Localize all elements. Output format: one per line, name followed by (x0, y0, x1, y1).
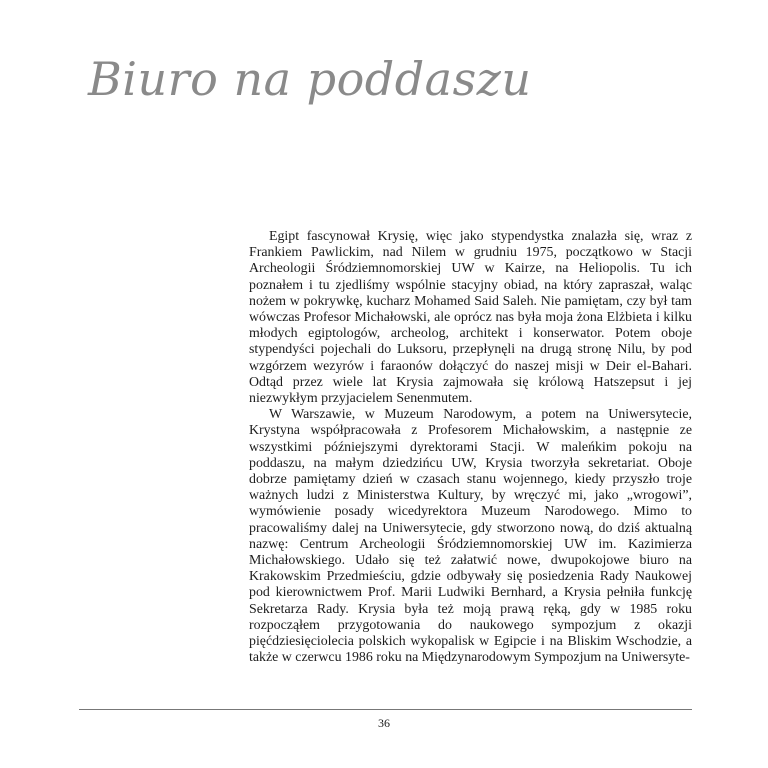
chapter-title: Biuro na poddaszu (88, 52, 532, 106)
page-number: 36 (378, 716, 390, 730)
paragraph: Egipt fascynował Krysię, więc jako stypendystka znalazła się, wraz z Frankiem Pawlickim, nad Nilem w grudniu 1975, początkowo w Stacji Archeologii Śródziemnomorskiej UW w Kairze, na Heliopolis. Tu ich poznałem i tu zjedliśmy wspólnie stacyjny obiad, na który zapraszał, waląc nożem w pokrywkę, kucharz Mohamed Said Saleh. Nie pamiętam, czy był tam wówczas Profesor Michałowski, ale oprócz nas była moja żona Elżbieta i kilku młodych egiptologów, archeolog, architekt i konserwator. Potem oboje stypendyści pojechali do Luksoru, przepłynęli na drugą stronę Nilu, by pod wzgórzem wezyrów i faraonów dołączyć do naszej misji w Deir el-Bahari. Odtąd przez wiele lat Krysia zajmowała się królową Hatszepsut i jej niezwykłym przyjacielem Senenmutem. (249, 229, 692, 407)
paragraph: W Warszawie, w Muzeum Narodowym, a potem na Uniwersytecie, Krystyna współpracowała z Profesorem Michałowskim, a następnie ze wszystkimi późniejszymi dyrektorami Stacji. W maleńkim pokoju na poddaszu, na małym dziedzińcu UW, Krysia tworzyła sekretariat. Oboje dobrze pamiętamy dzień w czasach stanu wojennego, kiedy przyszło troje ważnych ludzi z Ministerstwa Kultury, by wręczyć mi, jako „wrogowi”, wymówienie posady wicedyrektora Muzeum Narodowego. Mimo to pracowaliśmy dalej na Uniwersytecie, gdy stworzono nową, do dziś aktualną nazwę: Centrum Archeologii Śródziemnomorskiej UW im. Kazimierza Michałowskiego. Udało się też załatwić nowe, dwupokojowe biuro na Krakowskim Przedmieściu, gdzie odbywały się posiedzenia Rady Naukowej pod kierownictwem Prof. Marii Ludwiki Bernhard, a Krysia pełniła funkcję Sekretarza Rady. Krysia była też moją prawą ręką, gdy w 1985 roku rozpocząłem przygotowania do naukowego sympozjum z okazji pięćdziesięciolecia polskich wykopalisk w Egipcie i na Bliskim Wschodzie, a także w czerwcu 1986 roku na Międzynarodowym Sympozjum na Uniwersyte- (249, 407, 692, 666)
footer-rule (79, 709, 692, 710)
body-text (249, 229, 692, 666)
